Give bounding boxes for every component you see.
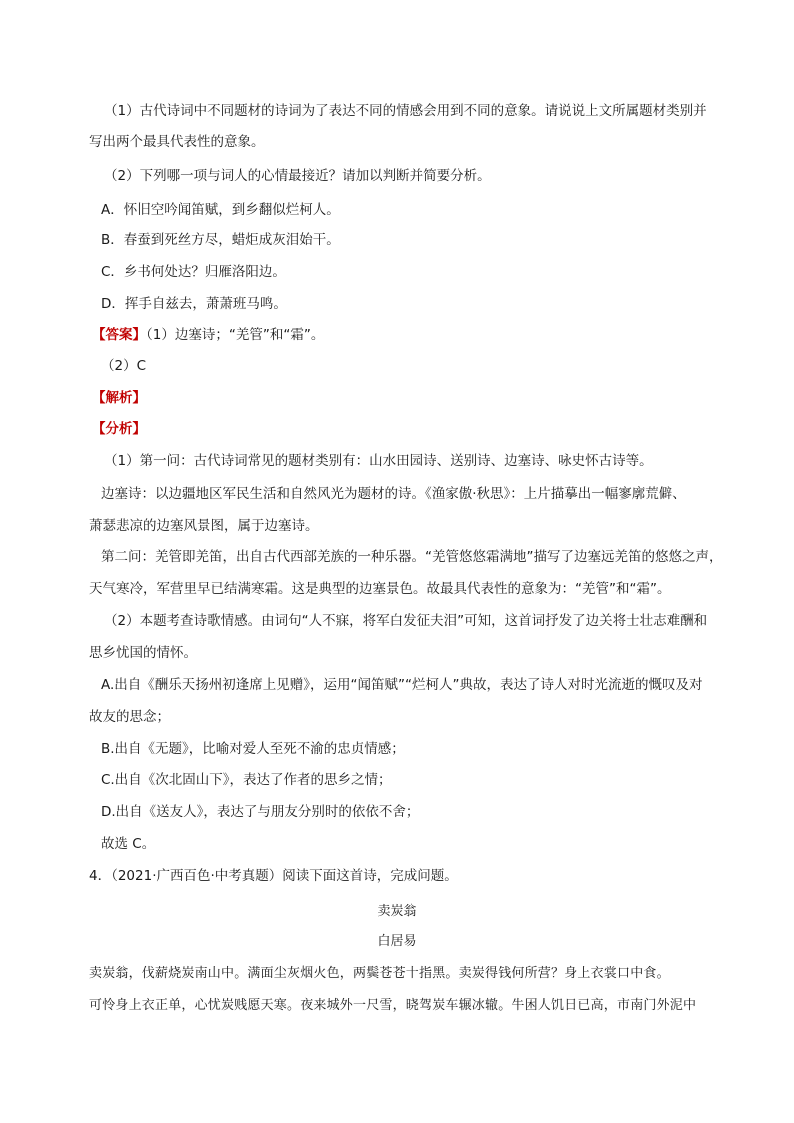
analysis-p2-line1: 边塞诗：以边疆地区军民生活和自然风光为题材的诗。《渔家傲·秋思》：上片描摹出一幅寥廓荒僻、 [101,486,686,502]
analysis-b: B.出自《无题》，比喻对爱人至死不渝的忠贞情感； [101,741,405,757]
poem-title: 卖炭翁 [377,904,417,919]
question-q1-line2: 写出两个最具代表性的意象。 [89,134,265,150]
option-a: A．怀旧空吟闻笛赋，到乡翻似烂柯人。 [101,202,340,218]
poem-line1: 卖炭翁，伐薪烧炭南山中。满面尘灰烟火色，两鬓苍苍十指黑。卖炭得钱何所营？身上衣裳口中食。 [89,966,670,981]
question-q2: （2）下列哪一项与词人的心情最接近？请加以判断并简要分析。 [104,168,491,184]
fenxi-label: 【分析】 [92,421,146,437]
analysis-p3-line1: 第二问：羌管即羌笛，出自古代西部羌族的一种乐器。“羌管悠悠霜满地”描写了边塞远羌笛的悠悠之声， [101,549,723,565]
option-b: B．春蚕到死丝方尽，蜡炬成灰泪始干。 [101,232,340,248]
analysis-p4-line2: 思乡忧国的情怀。 [89,645,197,661]
answer-part2: （2）C [101,358,147,374]
question-q1-line1: （1）古代诗词中不同题材的诗词为了表达不同的情感会用到不同的意象。请说说上文所属题材类别并 [104,103,707,119]
question-4-intro: 4．（2021·广西百色·中考真题）阅读下面这首诗，完成问题。 [89,868,458,884]
option-d: D．挥手自兹去，萧萧班马鸣。 [101,296,287,312]
analysis-p4-line1: （2）本题考查诗歌情感。由词句“人不寐，将军白发征夫泪”可知，这首词抒发了边关将士壮志难酬和 [104,613,708,629]
analysis-c: C.出自《次北固山下》，表达了作者的思乡之情； [101,772,392,788]
answer-label: 【答案】 [92,327,146,343]
analysis-d: D.出自《送友人》，表达了与朋友分别时的依依不舍； [101,804,420,820]
analysis-p2-line2: 萧瑟悲凉的边塞风景图，属于边塞诗。 [89,518,319,534]
answer-line [92,325,324,345]
poem-line2: 可怜身上衣正单，心忧炭贱愿天寒。夜来城外一尺雪，晓驾炭车辗冰辙。牛困人饥日已高，市南门外泥中 [89,998,697,1013]
jiexi-label: 【解析】 [92,390,146,406]
analysis-p3-line2: 天气寒冷，军营里早已结满寒霜。这是典型的边塞景色。故最具代表性的意象为：“羌管”和“霜”。 [89,581,671,597]
analysis-p1: （1）第一问：古代诗词常见的题材类别有：山水田园诗、送别诗、边塞诗、咏史怀古诗等。 [104,453,653,469]
analysis-conclusion: 故选 C。 [101,836,156,852]
option-c: C．乡书何处达？归雁洛阳边。 [101,264,286,280]
poem-author: 白居易 [377,934,417,949]
answer-part1: （1）边塞诗；“羌管”和“霜”。 [146,327,325,343]
analysis-a-line2: 故友的思念； [89,709,170,725]
analysis-a-line1: A.出自《酬乐天扬州初逢席上见赠》，运用“闻笛赋”“烂柯人”典故，表达了诗人对时光流逝的慨叹及对 [101,677,703,693]
